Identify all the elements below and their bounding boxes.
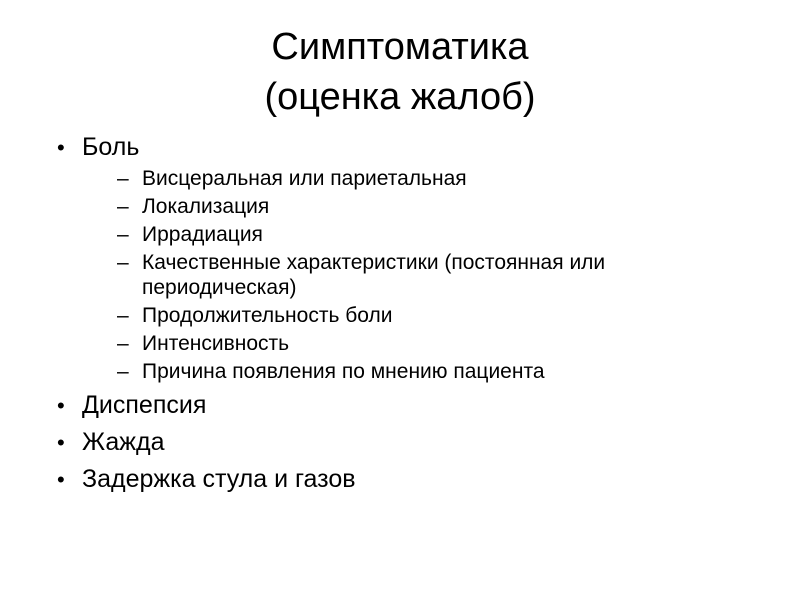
bullet-label: Задержка стула и газов bbox=[82, 465, 356, 493]
sub-bullet-item bbox=[82, 194, 747, 219]
sub-bullet-item bbox=[82, 250, 747, 300]
slide-title bbox=[0, 22, 800, 122]
bullet-label: Жажда bbox=[82, 428, 165, 456]
bullet-list bbox=[57, 132, 747, 501]
title-line-1: Симптоматика bbox=[271, 26, 529, 68]
dash-icon: – bbox=[117, 304, 129, 327]
sub-bullet-label: Иррадиация bbox=[142, 223, 263, 246]
sub-bullet-label: Причина появления по мнению пациента bbox=[142, 360, 545, 383]
sub-bullet-item bbox=[82, 222, 747, 247]
sub-bullet-item bbox=[82, 331, 747, 356]
title-line-2: (оценка жалоб) bbox=[264, 76, 536, 118]
bullet-item-pain bbox=[57, 132, 747, 384]
bullet-icon: • bbox=[57, 135, 65, 160]
dash-icon: – bbox=[117, 167, 129, 190]
sub-bullet-item bbox=[82, 303, 747, 328]
dash-icon: – bbox=[117, 223, 129, 246]
sub-bullet-item bbox=[82, 359, 747, 384]
sub-bullet-label: Продолжительность боли bbox=[142, 304, 393, 327]
dash-icon: – bbox=[117, 195, 129, 218]
sub-bullet-label: Локализация bbox=[142, 195, 270, 218]
sub-bullet-label: Интенсивность bbox=[142, 332, 290, 355]
bullet-label: Боль bbox=[82, 133, 140, 161]
bullet-label: Диспепсия bbox=[82, 391, 207, 419]
bullet-item-retention bbox=[57, 464, 747, 495]
sub-bullet-list bbox=[82, 166, 747, 384]
bullet-icon: • bbox=[57, 430, 65, 455]
bullet-item-dyspepsia bbox=[57, 390, 747, 421]
dash-icon: – bbox=[117, 251, 129, 274]
sub-bullet-label: Качественные характеристики (постоянная или периодическая) bbox=[142, 251, 606, 299]
dash-icon: – bbox=[117, 360, 129, 383]
sub-bullet-label: Висцеральная или париетальная bbox=[142, 167, 467, 190]
bullet-icon: • bbox=[57, 393, 65, 418]
sub-bullet-item bbox=[82, 166, 747, 191]
bullet-icon: • bbox=[57, 467, 65, 492]
dash-icon: – bbox=[117, 332, 129, 355]
bullet-item-thirst bbox=[57, 427, 747, 458]
